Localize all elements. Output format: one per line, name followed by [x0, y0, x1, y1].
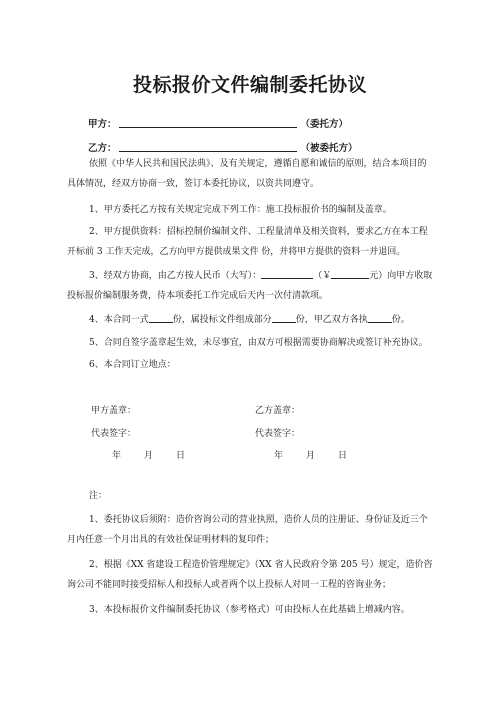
year-label: 年 [274, 451, 284, 461]
year-label: 年 [112, 451, 122, 461]
copies-bid-blank [272, 313, 296, 323]
clause-1: 1、甲方委托乙方按有关规定完成下列工作：施工投标报价书的编制及盖章。 [89, 205, 392, 215]
note-3: 3、本投标报价文件编制委托协议（参考格式）可由投标人在此基础上增减内容。 [89, 605, 410, 615]
party-b-label: 乙方： [88, 143, 117, 154]
clause-4 [67, 310, 435, 330]
party-b-rep-label: 代表签字： [255, 429, 301, 439]
party-a-rep-label: 代表签字： [91, 429, 137, 439]
notes-heading: 注： [89, 491, 108, 501]
note-1: 1、委托协议后须附：造价咨询公司的营业执照，造价人员的注册证、身份证及近三个月内任意一个月出具的有效社保证明材料的复印件； [67, 515, 428, 545]
copies-total-blank [149, 313, 173, 323]
intro-paragraph: 依照《中华人民共和国民法典》、及有关规定，遵循自愿和诚信的原则，结合本项目的具体情况，经双方协商一致，签订本委托协议，以资共同遵守。 [67, 159, 427, 189]
party-a-date [112, 448, 185, 461]
party-b-seal-label: 乙方盖章： [255, 406, 301, 416]
party-b-role: （被委托方） [300, 143, 358, 154]
clause-3-part-c: 元）向甲方收取投标报价编制服务费，待本项委托工作完成后天内一次付清款项。 [67, 271, 433, 301]
party-a-role: （委托方） [300, 119, 349, 130]
clause-4-part-c: 份，甲乙双方各执 [295, 315, 368, 325]
page-title: 投标报价文件编制委托协议 [132, 74, 367, 96]
month-label: 月 [144, 451, 154, 461]
party-a-label: 甲方： [88, 119, 117, 130]
clause-4-part-a: 4、本合同一式 [89, 315, 149, 325]
fee-amount-blank [331, 269, 369, 279]
party-a-line [88, 116, 348, 130]
party-a-blank [119, 117, 297, 128]
copies-each-blank [368, 313, 392, 323]
day-label: 日 [338, 451, 348, 461]
clause-2: 2、甲方提供资料：招标控制价编制文件、工程量清单及相关资料，要求乙方在本工程开标前 3 工作天完成，乙方向甲方提供成果文件 份，并将甲方提供的资料一并退回。 [67, 227, 428, 257]
party-b-line [88, 140, 358, 154]
party-b-date [274, 448, 347, 461]
clause-4-part-b: 份，属投标文件组成部分 [172, 315, 272, 325]
day-label: 日 [176, 451, 186, 461]
clause-5: 5、合同自签字盖章起生效，未尽事宜，由双方可根据需要协商解决或签订补充协议。 [89, 338, 428, 348]
clause-3 [67, 266, 435, 306]
clause-3-part-a: 3、经双方协商，由乙方按人民币（大写）： [89, 271, 262, 281]
month-label: 月 [306, 451, 316, 461]
party-a-seal-label: 甲方盖章： [91, 406, 137, 416]
note-2: 2、根据《XX 省建设工程造价管理规定》（XX 省人民政府令第 205 号）规定，造价咨询公司不能同时接受招标人和投标人或者两个以上投标人对同一工程的咨询业务； [67, 560, 433, 590]
party-b-blank [119, 141, 297, 152]
fee-words-blank [261, 269, 313, 279]
clause-3-part-b: （￥ [313, 271, 332, 281]
clause-4-part-d: 份。 [391, 315, 410, 325]
clause-6: 6、本合同订立地点： [89, 360, 176, 370]
